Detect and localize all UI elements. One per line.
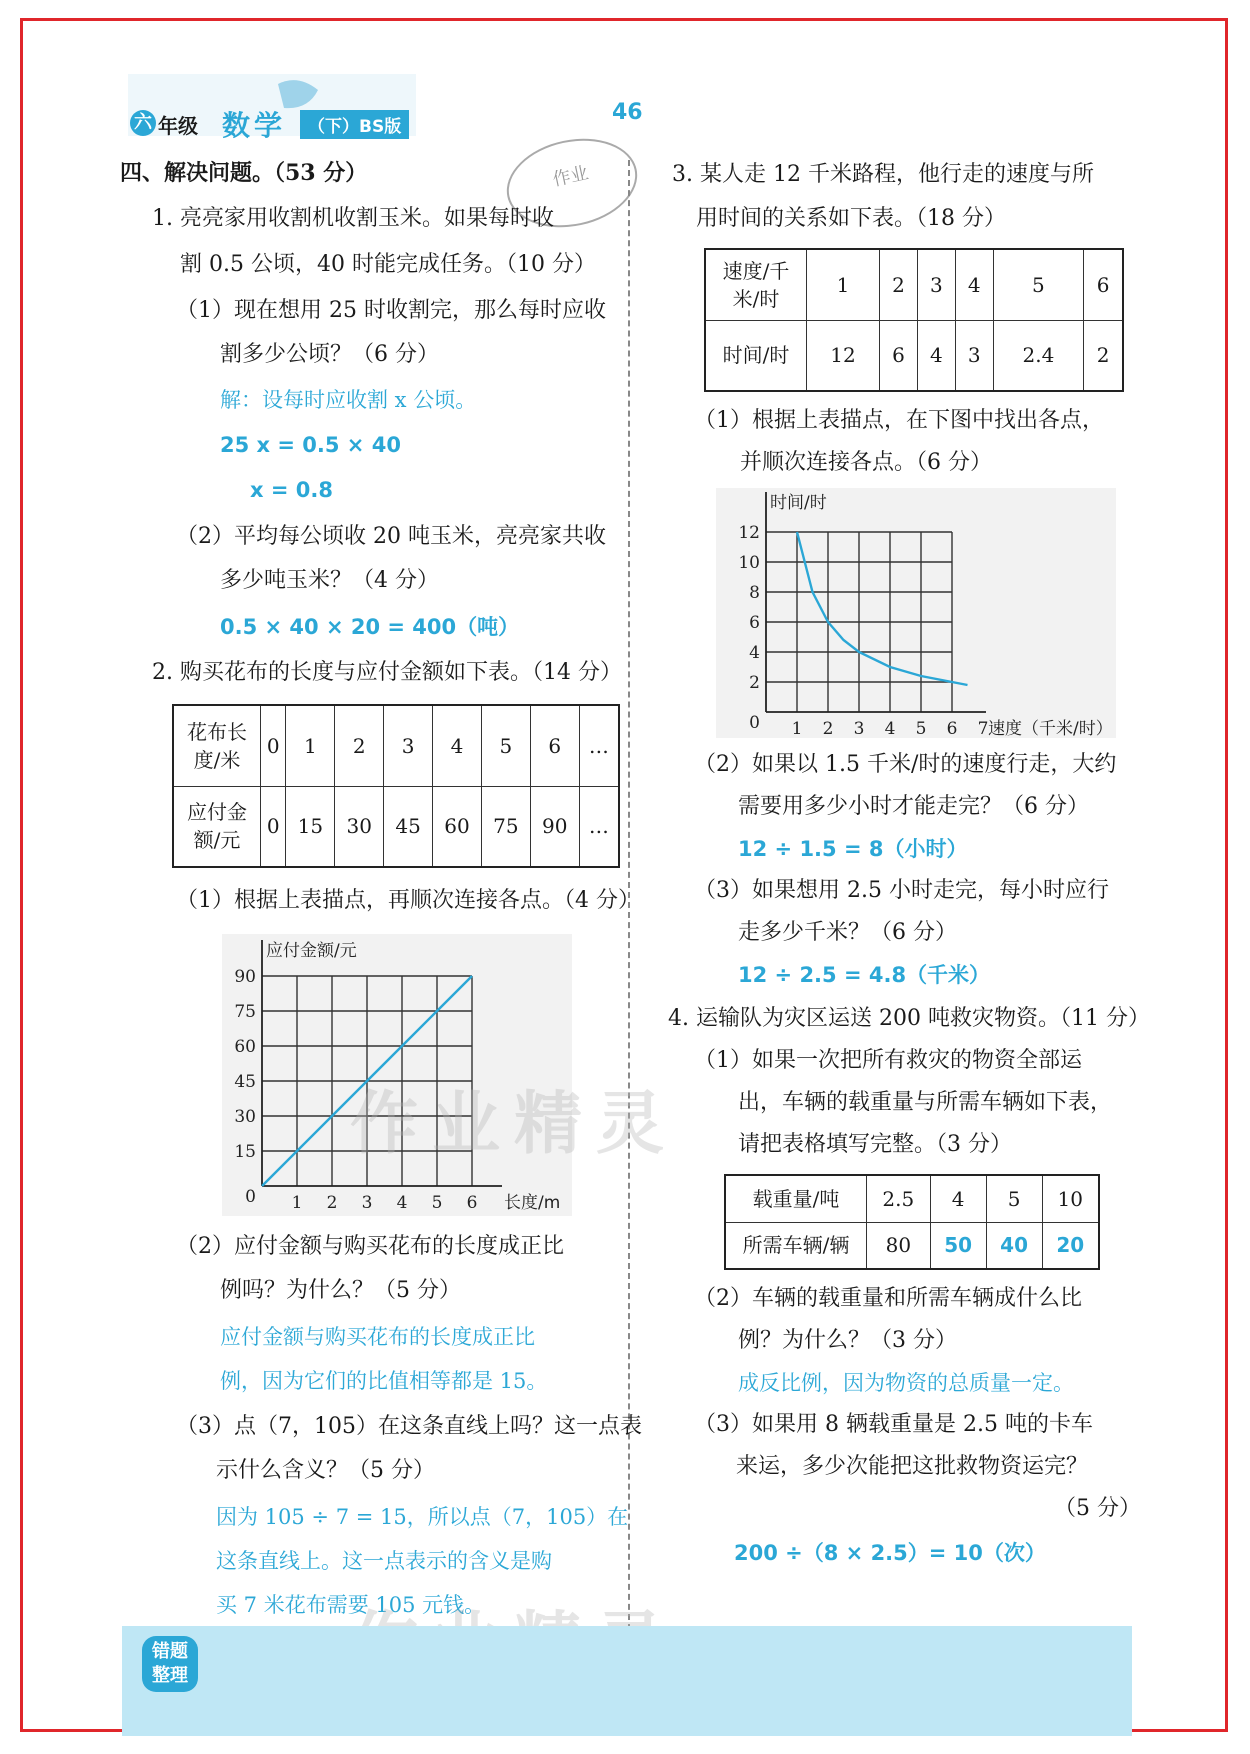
q1-p2-line2: 多少吨玉米？（4 分） — [220, 568, 439, 593]
x-tick-label: 7 — [977, 719, 989, 738]
q4-table — [724, 1174, 1100, 1270]
q3-chart — [716, 488, 1116, 738]
q4-p1-line2: 出，车辆的载重量与所需车辆如下表， — [738, 1090, 1113, 1115]
q1-line2: 割 0.5 公顷，40 时能完成任务。（10 分） — [180, 252, 596, 277]
y-axis-label: 应付金额/元 — [266, 941, 357, 961]
q3-line1: 3. 某人走 12 千米路程，他行走的速度与所 — [672, 162, 1094, 187]
q3-p3-answer: 12 ÷ 2.5 = 4.8（千米） — [738, 963, 991, 987]
table-cell: 5 — [481, 705, 530, 786]
q2-p2-line1: （2）应付金额与购买花布的长度成正比 — [176, 1234, 564, 1259]
q2-title: 2. 购买花布的长度与应付金额如下表。（14 分） — [152, 660, 622, 685]
y-tick-label: 60 — [234, 1037, 256, 1057]
q1-p1-answer-2: 25 x = 0.5 × 40 — [220, 433, 401, 457]
q3-table-row2-header: 时间/时 — [705, 320, 807, 391]
y-axis-label: 时间/时 — [770, 493, 827, 513]
q1-p1-answer-3: x = 0.8 — [250, 478, 333, 502]
q3-table — [704, 248, 1124, 392]
q3-p3-line1: （3）如果想用 2.5 小时走完，每小时应行 — [694, 878, 1109, 903]
y-tick-label: 10 — [738, 553, 760, 573]
q2-p3-answer-3: 买 7 米花布需要 105 元钱。 — [216, 1593, 486, 1617]
q2-table — [172, 704, 620, 868]
table-cell: … — [579, 705, 619, 786]
q1-p2-answer: 0.5 × 40 × 20 = 400（吨） — [220, 615, 520, 639]
error-notes-badge: 错题 整理 — [142, 1636, 198, 1692]
y-tick-label: 6 — [749, 613, 760, 633]
table-cell: 10 — [1042, 1175, 1099, 1222]
q2-p3-line1: （3）点（7，105）在这条直线上吗？这一点表 — [176, 1414, 642, 1439]
answer-cell: 50 — [930, 1222, 986, 1269]
q2-p2-line2: 例吗？为什么？（5 分） — [220, 1278, 461, 1303]
x-tick-label: 3 — [853, 719, 865, 738]
table-cell: 90 — [530, 786, 579, 867]
q3-p1-line2: 并顺次连接各点。（6 分） — [740, 450, 992, 475]
page-number: 46 — [612, 100, 643, 125]
y-tick-label: 4 — [749, 643, 760, 663]
x-axis-label: 速度（千米/时） — [988, 719, 1113, 738]
y-tick-label: 15 — [234, 1142, 256, 1162]
table-cell: 3 — [917, 249, 955, 320]
q4-p1-line3: 请把表格填写完整。（3 分） — [738, 1132, 1012, 1157]
q2-p3-answer-2: 这条直线上。这一点表示的含义是购 — [216, 1549, 552, 1573]
q2-p1: （1）根据上表描点，再顺次连接各点。（4 分） — [176, 888, 640, 913]
table-cell: 4 — [917, 320, 955, 391]
y-tick-label: 75 — [234, 1002, 256, 1022]
q4-title: 4. 运输队为灾区运送 200 吨救灾物资。（11 分） — [668, 1006, 1150, 1031]
y-tick-label: 90 — [234, 967, 256, 987]
q1-p1-line1: （1）现在想用 25 时收割完，那么每时应收 — [176, 298, 606, 323]
q1-line1: 1. 亮亮家用收割机收割玉米。如果每时收 — [152, 206, 554, 231]
table-cell: … — [579, 786, 619, 867]
q2-table-row2-header: 应付金 额/元 — [173, 786, 261, 867]
x-tick-label: 1 — [791, 719, 803, 738]
table-cell: 2 — [1084, 320, 1123, 391]
answer-cell: 20 — [1042, 1222, 1099, 1269]
x-tick-label: 6 — [466, 1193, 478, 1213]
grade-badge: 六 — [130, 110, 156, 136]
q4-p3-line2: 来运，多少次能把这批救物资运完？ — [736, 1454, 1089, 1479]
x-tick-label: 4 — [884, 719, 896, 738]
y-tick-label: 0 — [749, 713, 760, 733]
q3-p2-line1: （2）如果以 1.5 千米/时的速度行走，大约 — [694, 752, 1117, 777]
x-tick-label: 4 — [396, 1193, 408, 1213]
grade-label: 年级 — [158, 114, 198, 138]
table-cell: 3 — [955, 320, 993, 391]
q2-p3-line2: 示什么含义？（5 分） — [216, 1458, 435, 1483]
table-cell: 2.5 — [867, 1175, 931, 1222]
x-tick-label: 2 — [822, 719, 834, 738]
table-cell: 3 — [384, 705, 433, 786]
x-tick-label: 5 — [431, 1193, 443, 1213]
y-tick-label: 2 — [749, 673, 760, 693]
q2-p2-answer-2: 例，因为它们的比值相等都是 15。 — [220, 1369, 548, 1393]
table-cell: 0 — [261, 705, 286, 786]
q4-p3-line1: （3）如果用 8 辆载重量是 2.5 吨的卡车 — [694, 1412, 1093, 1437]
table-cell: 1 — [807, 249, 880, 320]
table-cell: 4 — [433, 705, 482, 786]
q4-table-row1-header: 载重量/吨 — [725, 1175, 867, 1222]
table-cell: 30 — [335, 786, 384, 867]
x-tick-label: 6 — [946, 719, 958, 738]
x-tick-label: 2 — [326, 1193, 338, 1213]
q4-p3-score: （5 分） — [1054, 1496, 1141, 1521]
edition-label: （下）BS版 — [300, 110, 409, 139]
table-cell: 0 — [261, 786, 286, 867]
y-tick-label: 45 — [234, 1072, 256, 1092]
table-cell: 12 — [807, 320, 880, 391]
table-cell: 6 — [1084, 249, 1123, 320]
section-title: 四、解决问题。（53 分） — [120, 160, 368, 186]
table-cell: 60 — [433, 786, 482, 867]
table-cell: 5 — [993, 249, 1084, 320]
chart-background — [716, 488, 1116, 738]
q3-p2-line2: 需要用多少小时才能走完？（6 分） — [738, 794, 1089, 819]
y-tick-label: 30 — [234, 1107, 256, 1127]
x-axis-label: 长度/m — [504, 1193, 561, 1213]
table-cell: 5 — [986, 1175, 1042, 1222]
q3-p1-line1: （1）根据上表描点，在下图中找出各点， — [694, 408, 1104, 433]
y-tick-label: 0 — [245, 1187, 256, 1207]
x-tick-label: 3 — [361, 1193, 373, 1213]
q2-p3-answer-1: 因为 105 ÷ 7 = 15，所以点（7，105）在 — [216, 1505, 629, 1529]
table-cell: 45 — [384, 786, 433, 867]
q4-table-row2-header: 所需车辆/辆 — [725, 1222, 867, 1269]
error-notes-area — [122, 1626, 1132, 1736]
y-tick-label: 8 — [749, 583, 760, 603]
table-cell: 2.4 — [993, 320, 1084, 391]
subject-title: 数学 — [222, 109, 287, 142]
q4-p2-answer: 成反比例，因为物资的总质量一定。 — [738, 1371, 1074, 1395]
homework-stamp: 作业 — [499, 127, 646, 239]
x-tick-label: 5 — [915, 719, 927, 738]
q3-line2: 用时间的关系如下表。（18 分） — [696, 206, 1006, 231]
q3-table-row1-header: 速度/千 米/时 — [705, 249, 807, 320]
table-cell: 6 — [879, 320, 917, 391]
table-cell: 6 — [530, 705, 579, 786]
table-cell: 15 — [286, 786, 335, 867]
q1-p2-line1: （2）平均每公顷收 20 吨玉米，亮亮家共收 — [176, 524, 606, 549]
table-cell: 80 — [867, 1222, 931, 1269]
q3-p3-line2: 走多少千米？（6 分） — [738, 920, 957, 945]
answer-cell: 40 — [986, 1222, 1042, 1269]
table-cell: 4 — [955, 249, 993, 320]
q1-p1-line2: 割多少公顷？（6 分） — [220, 342, 439, 367]
y-tick-label: 12 — [738, 523, 760, 543]
x-tick-label: 1 — [291, 1193, 303, 1213]
q3-p2-answer: 12 ÷ 1.5 = 8（小时） — [738, 837, 968, 861]
q4-p3-answer: 200 ÷（8 × 2.5）= 10（次） — [734, 1541, 1046, 1565]
table-cell: 1 — [286, 705, 335, 786]
q2-table-row1-header: 花布长 度/米 — [173, 705, 261, 786]
q1-p1-answer-1: 解：设每时应收割 x 公顷。 — [220, 388, 477, 412]
q4-p1-line1: （1）如果一次把所有救灾的物资全部运 — [694, 1048, 1082, 1073]
table-cell: 2 — [879, 249, 917, 320]
table-cell: 2 — [335, 705, 384, 786]
watermark: 作业精灵 — [350, 1084, 679, 1164]
table-cell: 4 — [930, 1175, 986, 1222]
q4-p2-line2: 例？为什么？（3 分） — [738, 1328, 957, 1353]
q4-p2-line1: （2）车辆的载重量和所需车辆成什么比 — [694, 1286, 1082, 1311]
q2-p2-answer-1: 应付金额与购买花布的长度成正比 — [220, 1325, 535, 1349]
table-cell: 75 — [481, 786, 530, 867]
